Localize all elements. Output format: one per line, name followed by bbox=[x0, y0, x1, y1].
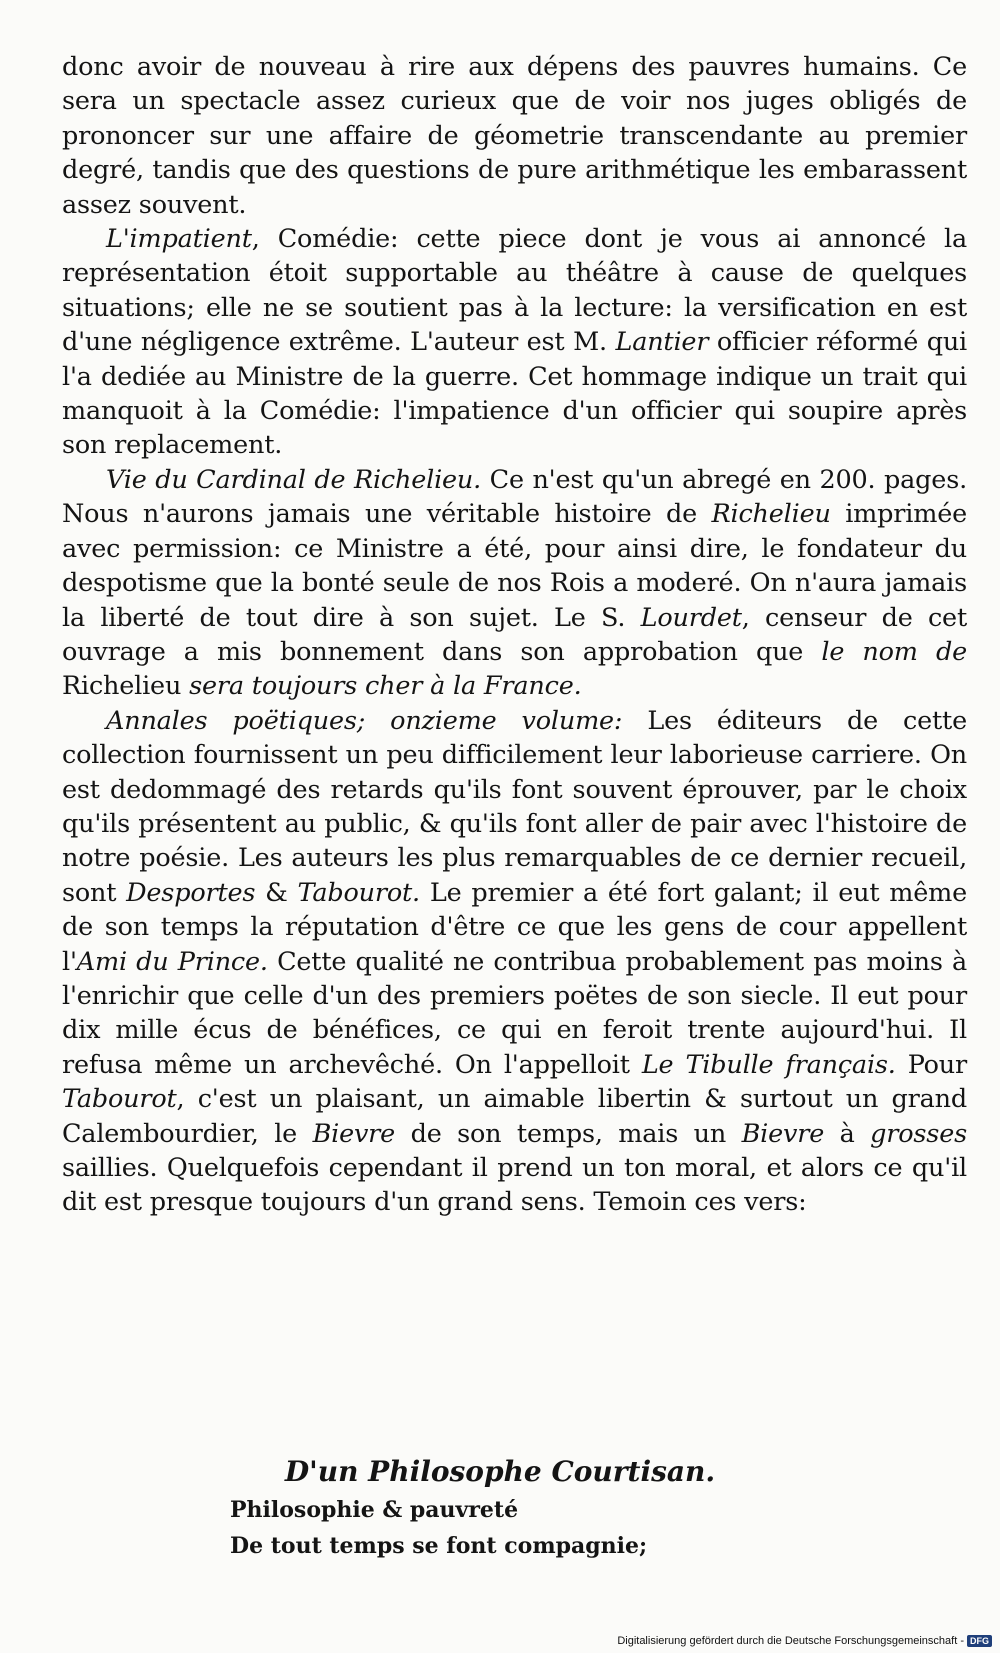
text-run: imprimée avec permission: ce Ministre a été, pour ainsi dire, le fondateur du despotisme que la bonté seule de nos Rois a moderé. On n'aura jamais la liberté de tout dire à son sujet. Le S. bbox=[62, 499, 967, 633]
poem-title: D'un Philosophe Courtisan. bbox=[284, 1455, 716, 1488]
text-run: Ce sera un spectacle assez curieux que de voir nos juges obligés de prononcer sur une affaire de géometrie transcendante au premier degré, tandis que des questions de pure arithmétique les embarassent assez souvent. bbox=[62, 52, 967, 220]
paragraph bbox=[62, 463, 967, 704]
poem-line: Philosophie & pauvreté bbox=[230, 1497, 519, 1523]
paragraph bbox=[62, 50, 967, 222]
text-run: , Comédie: cette piece dont je vous ai annoncé la représentation étoit supportable au théâtre à cause de quelques situations; elle ne se soutient pas à la lecture: la versification en est d'une négligence extrême. L'auteur est M. bbox=[62, 224, 967, 358]
italic-text: sera toujours cher à la France. bbox=[189, 671, 582, 702]
credit-text: Digitalisierung gefördert durch die Deutsche Forschungsgemeinschaft - bbox=[617, 1635, 964, 1647]
dfg-logo: DFG bbox=[967, 1635, 992, 1647]
italic-text: Tabourot. bbox=[297, 877, 420, 908]
italic-text: Lantier bbox=[615, 327, 709, 358]
text-run: saillies. Quelquefois cependant il prend un ton moral, et alors ce qu'il dit est presque toujours d'un grand sens. Temoin ces vers: bbox=[62, 1153, 967, 1218]
italic-text: Bievre bbox=[741, 1118, 825, 1149]
text-run: Ce n'est qu'un abregé en 200. pages. Nous n'aurons jamais une véritable histoire de bbox=[62, 464, 967, 530]
italic-text: le nom de bbox=[821, 636, 968, 667]
text-run: Pour bbox=[895, 1049, 967, 1080]
italic-text: Annales poëtiques; onzieme volume: bbox=[106, 705, 623, 736]
italic-text: Ami du Prince. bbox=[76, 946, 268, 977]
poem-line: De tout temps se font compagnie; bbox=[230, 1533, 648, 1559]
italic-text: Richelieu bbox=[711, 499, 831, 530]
text-run: donc avoir de nouveau à rire aux dépens des pauvres humains. bbox=[62, 52, 920, 82]
text-run: , c'est un plaisant, un aimable libertin & surtout un grand Calembourdier, le bbox=[62, 1084, 967, 1149]
italic-text: Lourdet bbox=[640, 602, 742, 633]
text-run: Les éditeurs de cette collection fournissent un peu difficilement leur laborieuse carriere. On est dedommagé des retards qu'ils font souvent éprouver, par le choix qu'ils présentent au public, & qu'ils font aller de pair avec l'histoire de notre poésie. Les auteurs les plus remarquables de ce dernier recueil, sont bbox=[62, 705, 967, 908]
text-run: Richelieu bbox=[62, 671, 190, 702]
text-run: , censeur de cet ouvrage a mis bonnement dans son approbation que bbox=[62, 602, 967, 667]
italic-text: Vie du Cardinal de Richelieu. bbox=[106, 464, 482, 495]
digitization-credit bbox=[617, 1635, 992, 1647]
text-run: à bbox=[824, 1118, 871, 1149]
italic-text: grosses bbox=[870, 1118, 967, 1149]
text-run: Cette qualité ne contribua probablement pas moins à l'enrichir que celle d'un des premiers poëtes de son siecle. Il eut pour dix mille écus de bénéfices, ce qui en feroit trente aujourd'hui. Il refusa même un archevêché. On l'appelloit bbox=[62, 946, 967, 1080]
text-run: & bbox=[255, 877, 298, 908]
italic-text: Le Tibulle français. bbox=[641, 1049, 896, 1080]
poem-lines bbox=[230, 1492, 647, 1564]
italic-text: Desportes bbox=[126, 877, 256, 908]
italic-text: L'impatient bbox=[106, 224, 252, 255]
italic-text: Tabourot bbox=[62, 1084, 177, 1115]
paragraph bbox=[62, 222, 967, 463]
text-run: Le premier a été fort galant; il eut même de son temps la réputation d'être ce que les gens de cour appellent l' bbox=[62, 877, 967, 977]
body-text bbox=[62, 50, 967, 1220]
paragraph bbox=[62, 704, 967, 1220]
text-run: de son temps, mais un bbox=[395, 1118, 742, 1149]
italic-text: Bievre bbox=[312, 1118, 396, 1149]
text-run: officier réformé qui l'a dediée au Ministre de la guerre. Cet hommage indique un trait qui manquoit à la Comédie: l'impatience d'un officier qui soupire après son replacement. bbox=[62, 327, 967, 461]
